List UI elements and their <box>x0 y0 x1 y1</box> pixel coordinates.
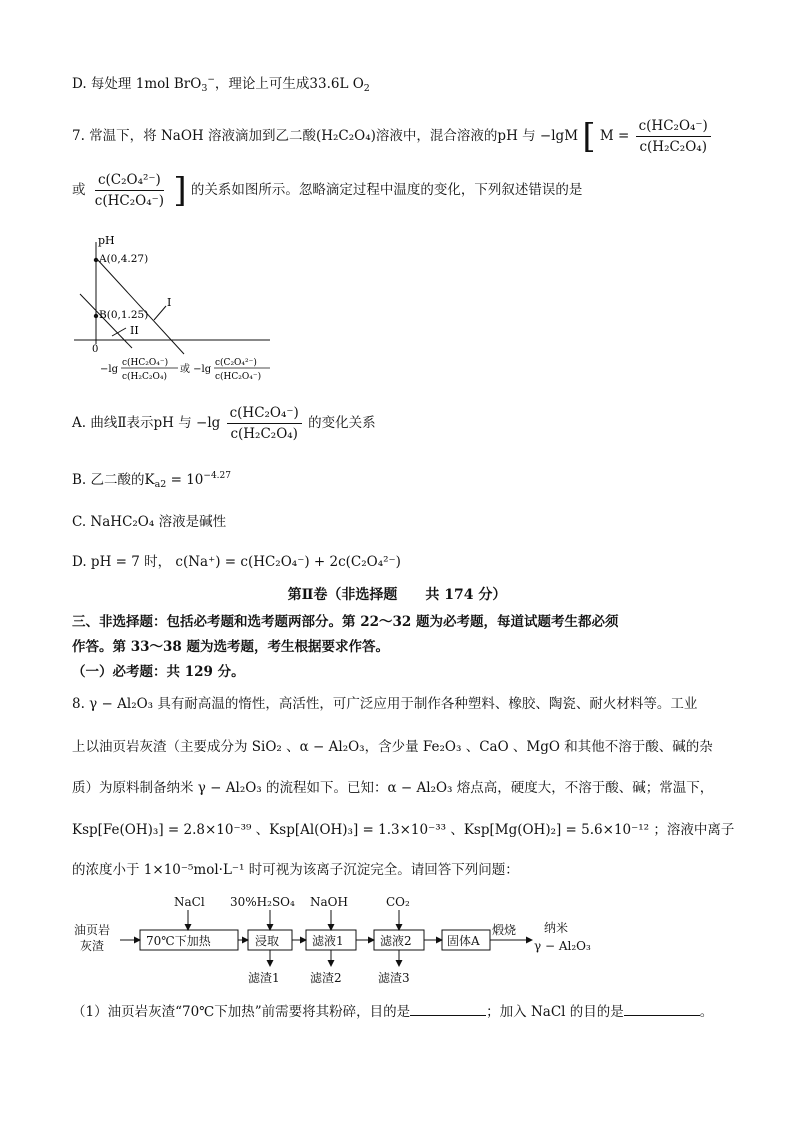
q8-line2: 上以油页岩灰渣（主要成分为 SiO₂ 、α − Al₂O₃，含少量 Fe₂O₃ 、CaO 、MgO 和其他不溶于酸、碱的杂 <box>72 739 713 755</box>
flow-output-residue1: 滤渣1 <box>248 971 280 985</box>
flow-output-residue3: 滤渣3 <box>378 971 410 985</box>
answer-blank-2[interactable] <box>624 1003 700 1016</box>
curve-i-leader <box>154 306 166 320</box>
flow-output-residue2: 滤渣2 <box>310 971 342 985</box>
flow-end-line2: γ − Al₂O₃ <box>534 939 591 953</box>
y-axis-label: pH <box>98 234 115 247</box>
curve-ii-label: II <box>130 324 139 337</box>
q7-option-d: D. pH = 7 时， c(Na⁺) = c(HC₂O₄⁻) + 2c(C₂O₄²⁻) <box>72 554 401 570</box>
flow-input-naoh: NaOH <box>310 895 348 909</box>
fraction-option-a: $\frac{\text{c(HC₂O₄⁻)}}{\text{c(H₂C₂O₄)}}$ <box>227 405 302 442</box>
section-instructions-line2: 作答。第 33～38 题为选考题，考生根据要求作答。 <box>72 639 389 655</box>
flow-box-heat-label: 70℃下加热 <box>146 934 211 948</box>
flow-box-filtrate2-label: 滤液2 <box>380 934 412 948</box>
x-axis-frac2-num: c(C₂O₄²⁻) <box>215 358 257 368</box>
x-axis-frac1-den: c(H₂C₂O₄) <box>122 372 167 382</box>
q8-flowchart <box>70 888 730 988</box>
curve-i-label: I <box>167 296 172 309</box>
flow-box-solid-a-label: 固体A <box>447 934 480 948</box>
q7-option-c: C. NaHC₂O₄ 溶液是碱性 <box>72 514 227 530</box>
flow-input-h2so4: 30%H₂SO₄ <box>230 895 295 909</box>
flow-start-line2: 灰渣 <box>80 939 105 953</box>
point-b-label: B(0,1.25) <box>99 309 149 321</box>
x-axis-frac2-den: c(HC₂O₄⁻) <box>215 372 262 382</box>
fraction-m2: $\frac{\text{c(C₂O₄²⁻)}}{\text{c(HC₂O₄⁻)}}$ <box>94 172 165 209</box>
q7-option-b: B. 乙二酸的$K_{a2} = 10^{-4.27}$ <box>72 471 231 490</box>
answer-blank-1[interactable] <box>410 1003 486 1016</box>
flow-box-filtrate1-label: 滤液1 <box>312 934 344 948</box>
flow-end-line1: 纳米 <box>544 921 569 935</box>
q7-graph <box>70 232 290 390</box>
q7-option-a: A. 曲线Ⅱ表示pH 与 −lg $\frac{\text{c(HC₂O₄⁻)}}{\text{c(H₂C₂O₄)}}$ 的变化关系 <box>72 405 376 442</box>
q8-line4: Ksp[Fe(OH)₃] = 2.8×10⁻³⁹ 、Ksp[Al(OH)₃] = 1.3×10⁻³³ 、Ksp[Mg(OH)₂] = 5.6×10⁻¹² ；溶液中离子 <box>72 822 735 838</box>
point-b <box>94 314 98 318</box>
origin-label: 0 <box>92 344 99 355</box>
q6-option-d: D. 每处理 1mol BrO$_3$−，理论上可生成33.6L $O_2$ <box>72 75 370 94</box>
fraction-m1: $\frac{\text{c(HC₂O₄⁻)}}{\text{c(H₂C₂O₄)}}$ <box>636 118 711 155</box>
flow-input-nacl: NaCl <box>174 895 205 909</box>
q8-line5: 的浓度小于 1×10⁻⁵mol·L⁻¹ 时可视为该离子沉淀完全。请回答下列问题： <box>72 862 519 878</box>
x-axis-frac1-num: c(HC₂O₄⁻) <box>122 358 169 368</box>
q8-subquestion-1: （1）油页岩灰渣“70℃下加热”前需要将其粉碎，目的是 ；加入 NaCl 的目的是 。 <box>72 1004 714 1020</box>
q7-stem-line1: 7. 常温下，将 NaOH 溶液滴加到乙二酸(H₂C₂O₄)溶液中，混合溶液的pH 与 −lgM [ M = $\frac{\text{c(HC₂O₄⁻)}}{\text{c(H₂C₂O₄)}}$ <box>72 118 713 155</box>
flow-input-co2: CO₂ <box>386 895 410 909</box>
point-a-label: A(0,4.27) <box>99 253 149 265</box>
section-instructions-line1: 三、非选择题：包括必考题和选考题两部分。第 22～32 题为必考题，每道试题考生都必须 <box>72 614 619 630</box>
x-axis-label-or: 或 −lg <box>180 364 212 375</box>
flow-calcine-label: 煅烧 <box>492 923 517 937</box>
required-questions-title: （一）必考题：共 129 分。 <box>72 664 245 680</box>
x-axis-label-prefix: −lg <box>100 364 118 375</box>
bracket-open: [ <box>582 116 596 157</box>
q8-line1: 8. γ − Al₂O₃ 具有耐高温的惰性，高活性，可广泛应用于制作各种塑料、橡胶、陶瓷、耐火材料等。工业 <box>72 696 698 712</box>
bracket-close: ] <box>173 170 187 211</box>
part2-header: 第Ⅱ卷（非选择题 共 174 分） <box>287 587 507 603</box>
flow-box-leach-label: 浸取 <box>255 934 280 948</box>
point-a <box>94 258 98 262</box>
q7-stem-line2: 或 $\frac{\text{c(C₂O₄²⁻)}}{\text{c(HC₂O₄⁻)}}$ ] 的关系如图所示。忽略滴定过程中温度的变化，下列叙述错误的是 <box>72 170 583 211</box>
q8-line3: 质）为原料制备纳米 γ − Al₂O₃ 的流程如下。已知：α − Al₂O₃ 熔点高，硬度大，不溶于酸、碱；常温下， <box>72 780 714 796</box>
flow-start-line1: 油页岩 <box>74 923 111 937</box>
